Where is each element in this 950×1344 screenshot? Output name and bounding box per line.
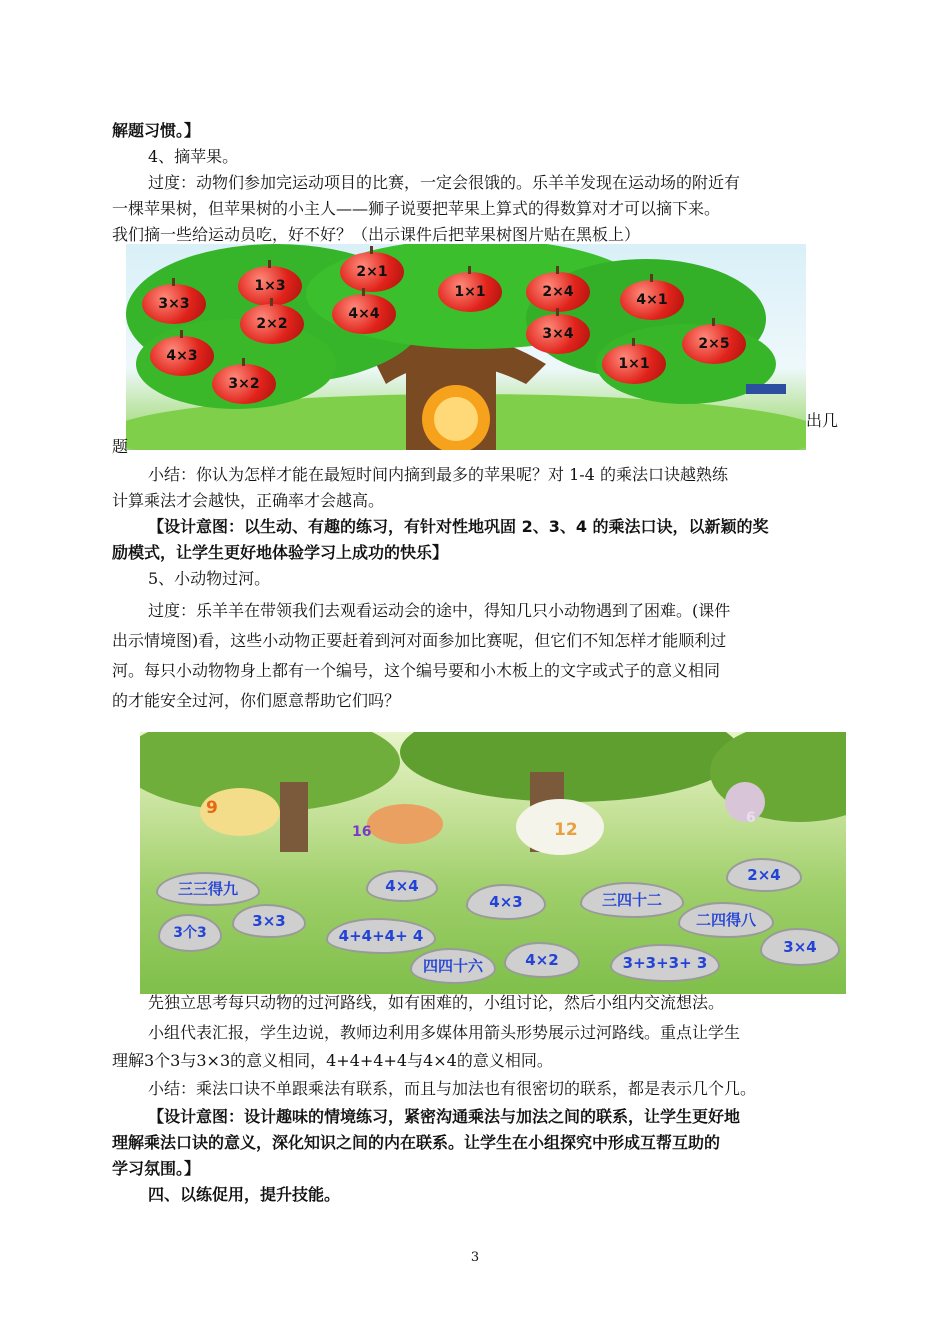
- paragraph: 先独立思考每只动物的过河路线，如有困难的，小组讨论，然后小组内交流想法。: [148, 993, 725, 1012]
- paragraph-fragment: 题: [112, 437, 129, 456]
- paragraph-fragment: 出几: [806, 411, 839, 430]
- apple[interactable]: 2×4: [526, 272, 590, 312]
- apple[interactable]: 3×3: [142, 284, 206, 324]
- paragraph: 5、小动物过河。: [148, 569, 271, 588]
- animal-number: 9: [206, 798, 218, 818]
- stepping-stone[interactable]: 三四十二: [580, 882, 684, 918]
- paragraph: 【设计意图：以生动、有趣的练习，有针对性地巩固 2、3、4 的乘法口诀，以新颖的奖: [148, 517, 769, 536]
- apple[interactable]: 2×2: [240, 304, 304, 344]
- stepping-stone[interactable]: 4×3: [466, 884, 546, 920]
- paragraph: 理解3个3与3×3的意义相同，4+4+4+4与4×4的意义相同。: [112, 1051, 553, 1070]
- apple[interactable]: 1×3: [238, 266, 302, 306]
- stepping-stone[interactable]: 三三得九: [156, 872, 260, 906]
- stepping-stone[interactable]: 3+3+3+ 3: [610, 944, 720, 982]
- paragraph: 【设计意图：设计趣味的情境练习，紧密沟通乘法与加法之间的联系，让学生更好地: [148, 1107, 741, 1126]
- paragraph: 我们摘一些给运动员吃，好不好？（出示课件后把苹果树图片贴在黑板上）: [112, 225, 641, 244]
- apple[interactable]: 3×4: [526, 314, 590, 354]
- stepping-stone[interactable]: 3×3: [232, 904, 306, 938]
- paragraph: 小组代表汇报，学生边说，教师边利用多媒体用箭头形势展示过河路线。重点让学生: [148, 1023, 741, 1042]
- paragraph: 一棵苹果树，但苹果树的小主人——狮子说要把苹果上算式的得数算对才可以摘下来。: [112, 199, 721, 218]
- apple[interactable]: 1×1: [602, 344, 666, 384]
- paragraph: 励模式，让学生更好地体验学习上成功的快乐】: [112, 543, 449, 562]
- apple[interactable]: 1×1: [438, 272, 502, 312]
- stepping-stone[interactable]: 4×2: [504, 942, 580, 978]
- river-crossing-image: [140, 732, 846, 994]
- stepping-stone[interactable]: 二四得八: [678, 902, 774, 938]
- apple[interactable]: 2×5: [682, 324, 746, 364]
- paragraph: 出示情境图)看，这些小动物正要赶着到河对面参加比赛呢，但它们不知怎样才能顺利过: [112, 631, 727, 650]
- animal-number: 12: [554, 820, 578, 840]
- animal-number: 16: [352, 824, 372, 840]
- apple[interactable]: 2×1: [340, 252, 404, 292]
- paragraph: 学习氛围。】: [112, 1159, 201, 1178]
- apple[interactable]: 4×1: [620, 280, 684, 320]
- stepping-stone[interactable]: 3个3: [158, 914, 222, 952]
- apple[interactable]: 4×3: [150, 336, 214, 376]
- paragraph: 解题习惯。】: [112, 121, 201, 140]
- apple[interactable]: 4×4: [332, 294, 396, 334]
- stepping-stone[interactable]: 4×4: [366, 870, 438, 902]
- stepping-stone[interactable]: 四四十六: [410, 948, 496, 984]
- stepping-stone[interactable]: 3×4: [760, 928, 840, 966]
- paragraph: 计算乘法才会越快，正确率才会越高。: [112, 491, 385, 510]
- apple[interactable]: 3×2: [212, 364, 276, 404]
- paragraph: 小结：乘法口诀不单跟乘法有联系，而且与加法也有很密切的联系，都是表示几个几。: [148, 1079, 757, 1098]
- animal-number: 6: [746, 810, 756, 826]
- paragraph: 4、摘苹果。: [148, 147, 239, 166]
- paragraph: 河。每只小动物物身上都有一个编号，这个编号要和小木板上的文字或式子的意义相同: [112, 661, 721, 680]
- section-heading: 四、以练促用，提升技能。: [148, 1185, 341, 1204]
- paragraph: 过度：乐羊羊在带领我们去观看运动会的途中，得知几只小动物遇到了困难。(课件: [148, 601, 731, 620]
- page-number: 3: [470, 1250, 480, 1265]
- paragraph: 理解乘法口诀的意义，深化知识之间的内在联系。让学生在小组探究中形成互帮互助的: [112, 1133, 721, 1152]
- stepping-stone[interactable]: 4+4+4+ 4: [326, 918, 436, 954]
- stepping-stone[interactable]: 2×4: [726, 858, 802, 892]
- paragraph: 小结：你认为怎样才能在最短时间内摘到最多的苹果呢？对 1-4 的乘法口诀越熟练: [148, 465, 728, 484]
- paragraph: 过度：动物们参加完运动项目的比赛，一定会很饿的。乐羊羊发现在运动场的附近有: [148, 173, 741, 192]
- paragraph: 的才能安全过河，你们愿意帮助它们吗？: [112, 691, 401, 710]
- apple-tree-image: [126, 244, 806, 450]
